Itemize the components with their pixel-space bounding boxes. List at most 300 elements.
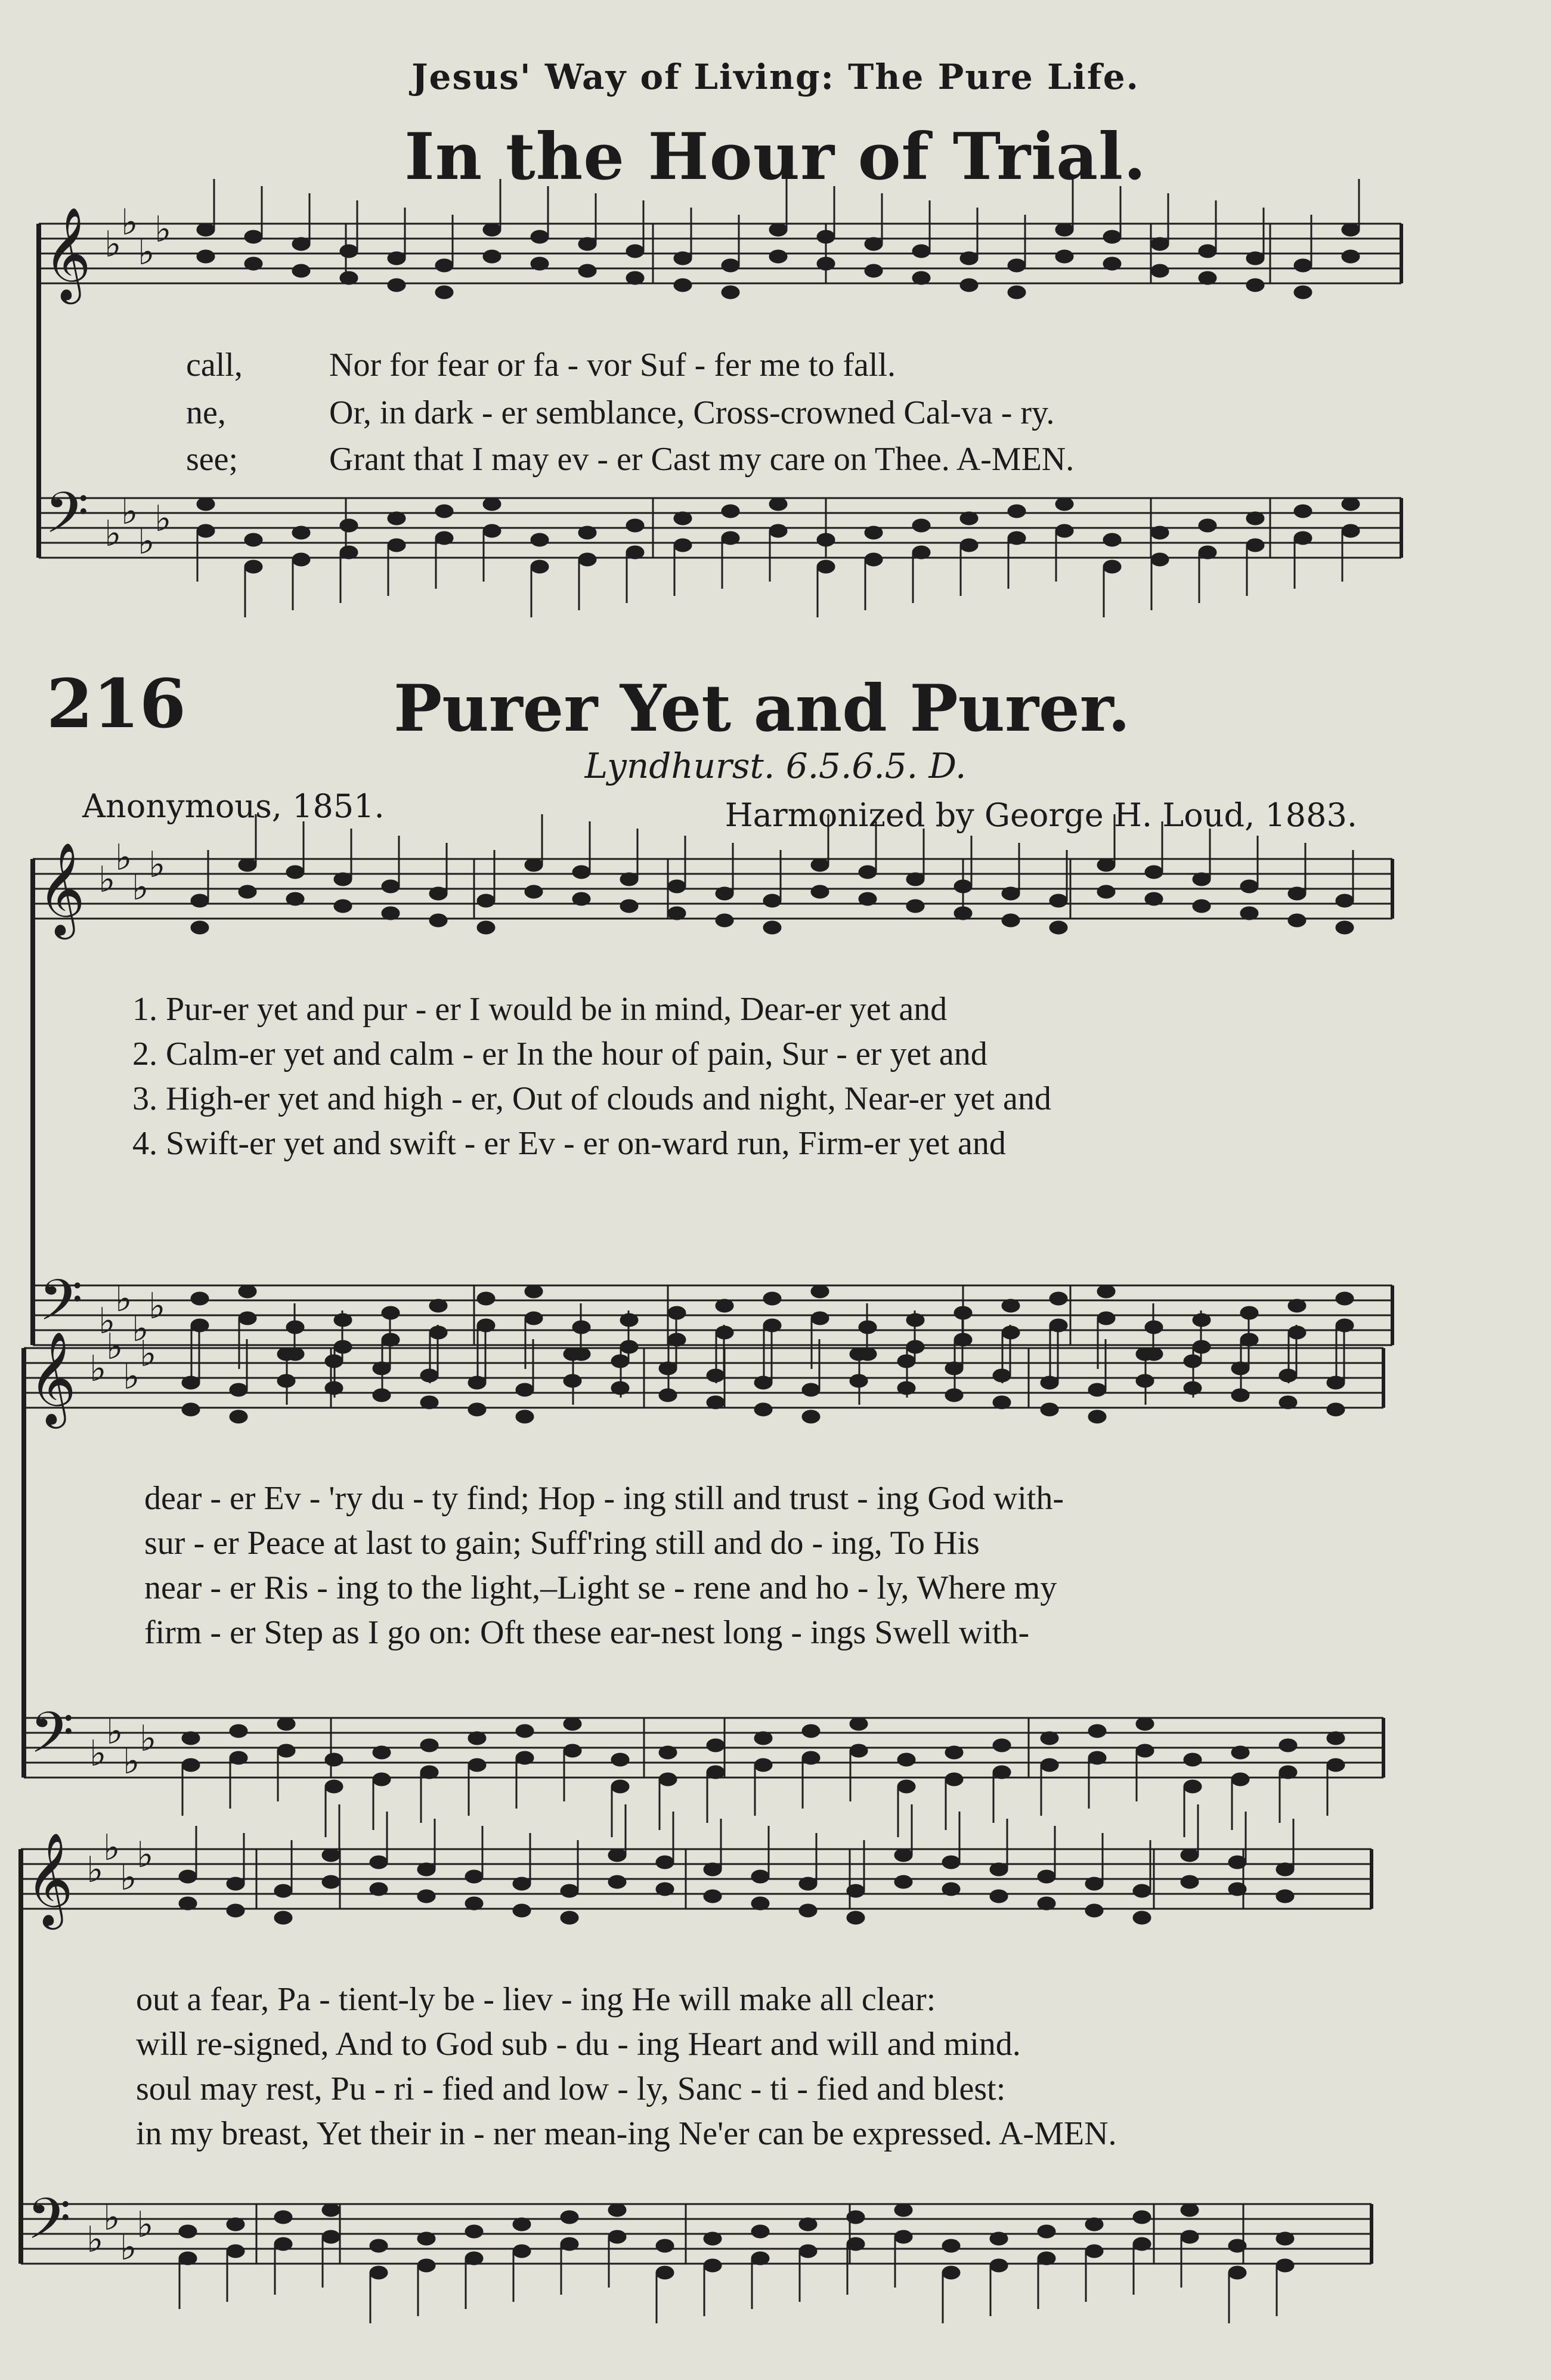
notehead — [191, 894, 209, 907]
notehead — [370, 2239, 388, 2252]
notehead — [1288, 914, 1306, 927]
notehead — [659, 1746, 677, 1759]
notehead — [859, 892, 877, 905]
notehead — [1041, 1732, 1058, 1745]
prev-lyric-1a: call, — [186, 347, 243, 384]
notehead — [477, 1292, 495, 1305]
notehead — [230, 1751, 247, 1764]
treble-clef-icon: 𝄞 — [38, 842, 85, 935]
notehead — [1276, 1863, 1294, 1876]
notehead — [513, 1877, 531, 1890]
notehead — [325, 1381, 343, 1395]
notehead — [513, 2245, 531, 2258]
prev-lyric-2a: ne, — [186, 394, 226, 431]
notehead — [1008, 505, 1026, 518]
notehead — [525, 1312, 543, 1325]
notehead — [465, 2225, 483, 2238]
flat-icon: ♭ — [98, 1300, 116, 1342]
notehead — [894, 2203, 912, 2217]
notehead — [564, 1744, 581, 1757]
lyric-l3-v2: will re-signed, And to God sub - du - ing Heart and will and mind. — [136, 2026, 1021, 2063]
notehead — [373, 1773, 391, 1786]
notehead — [763, 921, 781, 934]
notehead — [477, 1319, 495, 1332]
notehead — [564, 1347, 581, 1361]
notehead — [707, 1396, 725, 1409]
notehead — [751, 1870, 769, 1883]
notehead — [960, 512, 978, 525]
notehead — [993, 1739, 1011, 1752]
notehead — [429, 1299, 447, 1312]
notehead — [1097, 885, 1115, 898]
lyric-l3-v4: in my breast, Yet their in - ner mean-ing Ne'er can be expressed. A-MEN. — [136, 2115, 1117, 2152]
notehead — [704, 1863, 722, 1876]
notehead — [531, 230, 549, 243]
notehead — [817, 257, 835, 270]
notehead — [1038, 2225, 1055, 2238]
notehead — [1246, 539, 1264, 552]
notehead — [325, 1780, 343, 1793]
notehead — [1085, 1904, 1103, 1917]
notehead — [865, 237, 883, 251]
notehead — [763, 894, 781, 907]
notehead — [799, 2218, 817, 2231]
notehead — [763, 1319, 781, 1332]
previous-hymn-title: In the Hour of Trial. — [404, 119, 1147, 194]
notehead — [370, 1856, 388, 1869]
notehead — [1088, 1410, 1106, 1423]
notehead — [954, 1306, 972, 1319]
lyric-l3-v3: soul may rest, Pu - ri - fied and low - ly, Sanc - ti - fied and blest: — [136, 2070, 1006, 2107]
notehead — [850, 1347, 868, 1361]
notehead — [1336, 1319, 1354, 1332]
notehead — [244, 257, 262, 270]
notehead — [334, 900, 352, 913]
notehead — [1151, 264, 1169, 277]
notehead — [865, 553, 883, 566]
notehead — [325, 1753, 343, 1766]
notehead — [802, 1724, 820, 1738]
notehead — [865, 264, 883, 277]
notehead — [674, 279, 692, 292]
notehead — [277, 1347, 295, 1361]
notehead — [417, 1890, 435, 1903]
notehead — [516, 1410, 534, 1423]
notehead — [1246, 279, 1264, 292]
notehead — [1327, 1758, 1345, 1772]
notehead — [659, 1389, 677, 1402]
notehead — [1145, 892, 1163, 905]
notehead — [239, 858, 256, 871]
notehead — [1184, 1780, 1202, 1793]
notehead — [722, 286, 739, 299]
notehead — [340, 271, 358, 285]
notehead — [468, 1376, 486, 1389]
notehead — [817, 560, 835, 573]
flat-icon: ♭ — [120, 1857, 137, 1899]
notehead — [865, 526, 883, 539]
notehead — [435, 286, 453, 299]
notehead — [1136, 1744, 1154, 1757]
notehead — [1184, 1355, 1202, 1368]
notehead — [1279, 1396, 1297, 1409]
notehead — [227, 2218, 244, 2231]
notehead — [1228, 2239, 1246, 2252]
flat-icon: ♭ — [89, 1733, 107, 1775]
notehead — [322, 2203, 340, 2217]
notehead — [1231, 1362, 1249, 1375]
notehead — [659, 1362, 677, 1375]
notehead — [483, 223, 501, 236]
notehead — [286, 866, 304, 879]
notehead — [1294, 505, 1312, 518]
notehead — [1008, 286, 1026, 299]
notehead — [292, 526, 310, 539]
lyric-l2-v1: dear - er Ev - 'ry du - ty find; Hop - ing still and trust - ing God with- — [144, 1480, 1064, 1517]
flat-icon: ♭ — [106, 1326, 123, 1368]
notehead — [802, 1751, 820, 1764]
notehead — [1193, 900, 1211, 913]
notehead — [608, 2230, 626, 2243]
notehead — [191, 1319, 209, 1332]
notehead — [435, 505, 453, 518]
notehead — [811, 858, 829, 871]
notehead — [373, 1362, 391, 1375]
notehead — [897, 1780, 915, 1793]
notehead — [1050, 921, 1067, 934]
flat-icon: ♭ — [115, 1278, 132, 1320]
notehead — [751, 1897, 769, 1910]
notehead — [197, 497, 215, 511]
notehead — [516, 1751, 534, 1764]
notehead — [483, 524, 501, 537]
notehead — [1327, 1403, 1345, 1416]
notehead — [704, 2259, 722, 2272]
notehead — [1181, 1849, 1199, 1862]
treble-clef-icon: 𝄞 — [29, 1331, 76, 1424]
notehead — [707, 1739, 725, 1752]
bass-clef-icon: 𝄢 — [27, 2186, 71, 2266]
notehead — [626, 271, 644, 285]
notehead — [1002, 914, 1020, 927]
notehead — [990, 2259, 1008, 2272]
notehead — [322, 2230, 340, 2243]
flat-icon: ♭ — [106, 1711, 123, 1752]
notehead — [1097, 1285, 1115, 1298]
notehead — [754, 1403, 772, 1416]
lyric-l2-v3: near - er Ris - ing to the light,–Light se - rene and ho - ly, Where my — [144, 1569, 1057, 1606]
notehead — [960, 539, 978, 552]
notehead — [531, 257, 549, 270]
notehead — [847, 2237, 865, 2251]
flat-icon: ♭ — [148, 844, 166, 886]
notehead — [811, 885, 829, 898]
notehead — [626, 546, 644, 559]
notehead — [239, 1285, 256, 1298]
flat-icon: ♭ — [137, 1834, 154, 1876]
notehead — [572, 866, 590, 879]
flat-icon: ♭ — [132, 867, 149, 908]
prev-lyric-3a: see; — [186, 441, 239, 478]
notehead — [561, 1884, 578, 1897]
flat-icon: ♭ — [137, 2204, 154, 2246]
notehead — [1055, 497, 1073, 511]
notehead — [1240, 907, 1258, 920]
notehead — [1240, 880, 1258, 893]
notehead — [1055, 524, 1073, 537]
notehead — [659, 1773, 677, 1786]
notehead — [611, 1780, 629, 1793]
notehead — [525, 1285, 543, 1298]
notehead — [656, 1883, 674, 1896]
notehead — [1041, 1758, 1058, 1772]
notehead — [1181, 2230, 1199, 2243]
notehead — [769, 497, 787, 511]
notehead — [763, 1292, 781, 1305]
notehead — [1342, 497, 1360, 511]
notehead — [942, 1883, 960, 1896]
notehead — [611, 1355, 629, 1368]
notehead — [1246, 252, 1264, 265]
notehead — [960, 279, 978, 292]
notehead — [325, 1355, 343, 1368]
notehead — [191, 921, 209, 934]
notehead — [197, 223, 215, 236]
notehead — [382, 907, 400, 920]
notehead — [516, 1383, 534, 1396]
notehead — [993, 1766, 1011, 1779]
notehead — [1085, 2245, 1103, 2258]
notehead — [227, 1877, 244, 1890]
notehead — [373, 1389, 391, 1402]
notehead — [322, 1875, 340, 1888]
hymn-title: Purer Yet and Purer. — [394, 671, 1131, 746]
notehead — [227, 1904, 244, 1917]
notehead — [572, 892, 590, 905]
notehead — [468, 1403, 486, 1416]
flat-icon: ♭ — [140, 1333, 157, 1375]
notehead — [1136, 1347, 1154, 1361]
notehead — [754, 1732, 772, 1745]
notehead — [1228, 1856, 1246, 1869]
notehead — [912, 519, 930, 532]
flat-icon: ♭ — [89, 1348, 107, 1390]
notehead — [1193, 873, 1211, 886]
flat-icon: ♭ — [86, 2219, 104, 2261]
notehead — [716, 887, 733, 900]
lyric-l1-v1: 1. Pur-er yet and pur - er I would be in mind, Dear-er yet and — [132, 991, 948, 1028]
notehead — [1050, 1292, 1067, 1305]
flat-icon: ♭ — [123, 1356, 140, 1398]
notehead — [1038, 2252, 1055, 2265]
notehead — [277, 1374, 295, 1387]
notehead — [1038, 1897, 1055, 1910]
notehead — [513, 1904, 531, 1917]
notehead — [704, 2232, 722, 2245]
flat-icon: ♭ — [121, 491, 138, 533]
prev-lyric-3b: Grant that I may ev - er Cast my care on Thee. A-MEN. — [329, 441, 1075, 478]
notehead — [420, 1369, 438, 1382]
lyric-l2-v2: sur - er Peace at last to gain; Suff'ring still and do - ing, To His — [144, 1525, 980, 1562]
notehead — [897, 1355, 915, 1368]
notehead — [942, 2266, 960, 2279]
notehead — [722, 259, 739, 272]
flat-icon: ♭ — [104, 224, 122, 265]
notehead — [531, 560, 549, 573]
notehead — [191, 1292, 209, 1305]
notehead — [1055, 223, 1073, 236]
notehead — [945, 1746, 963, 1759]
notehead — [897, 1753, 915, 1766]
notehead — [179, 1897, 197, 1910]
notehead — [1008, 259, 1026, 272]
notehead — [1294, 531, 1312, 545]
notehead — [179, 2225, 197, 2238]
notehead — [435, 259, 453, 272]
notehead — [1136, 1374, 1154, 1387]
notehead — [1085, 2218, 1103, 2231]
notehead — [1008, 531, 1026, 545]
notehead — [668, 880, 686, 893]
notehead — [465, 2252, 483, 2265]
notehead — [1276, 1890, 1294, 1903]
notehead — [274, 2237, 292, 2251]
notehead — [274, 1884, 292, 1897]
notehead — [1133, 2237, 1151, 2251]
flat-icon: ♭ — [115, 837, 132, 879]
notehead — [578, 553, 596, 566]
notehead — [611, 1753, 629, 1766]
notehead — [993, 1396, 1011, 1409]
notehead — [429, 887, 447, 900]
notehead — [420, 1766, 438, 1779]
notehead — [370, 1883, 388, 1896]
notehead — [912, 546, 930, 559]
notehead — [516, 1724, 534, 1738]
flat-icon: ♭ — [138, 231, 155, 273]
notehead — [1342, 250, 1360, 263]
notehead — [477, 921, 495, 934]
notehead — [388, 279, 405, 292]
notehead — [716, 914, 733, 927]
notehead — [561, 2237, 578, 2251]
notehead — [847, 1911, 865, 1924]
notehead — [417, 2259, 435, 2272]
flat-icon: ♭ — [154, 209, 172, 251]
notehead — [1184, 1381, 1202, 1395]
notehead — [340, 519, 358, 532]
notehead — [990, 2232, 1008, 2245]
notehead — [1231, 1389, 1249, 1402]
notehead — [1246, 512, 1264, 525]
notehead — [1279, 1369, 1297, 1382]
prev-lyric-1b: Nor for fear or fa - vor Suf - fer me to fall. — [329, 347, 896, 384]
notehead — [292, 264, 310, 277]
notehead — [388, 539, 405, 552]
notehead — [960, 252, 978, 265]
notehead — [817, 533, 835, 546]
prev-lyric-2b: Or, in dark - er semblance, Cross-crowned Cal-va - ry. — [329, 394, 1055, 431]
notehead — [894, 1849, 912, 1862]
notehead — [322, 1849, 340, 1862]
bass-clef-icon: 𝄢 — [39, 1268, 83, 1347]
notehead — [1181, 1875, 1199, 1888]
notehead — [1336, 1292, 1354, 1305]
notehead — [292, 237, 310, 251]
notehead — [340, 546, 358, 559]
notehead — [1041, 1376, 1058, 1389]
notehead — [754, 1758, 772, 1772]
flat-icon: ♭ — [86, 1849, 104, 1891]
notehead — [674, 512, 692, 525]
notehead — [564, 1374, 581, 1387]
notehead — [611, 1381, 629, 1395]
notehead — [1133, 1884, 1151, 1897]
notehead — [799, 1904, 817, 1917]
notehead — [769, 223, 787, 236]
flat-icon: ♭ — [132, 1308, 149, 1350]
notehead — [1294, 259, 1312, 272]
notehead — [1002, 1299, 1020, 1312]
notehead — [468, 1732, 486, 1745]
notehead — [1199, 271, 1216, 285]
notehead — [722, 505, 739, 518]
notehead — [799, 1877, 817, 1890]
notehead — [769, 250, 787, 263]
notehead — [1136, 1717, 1154, 1730]
notehead — [990, 1863, 1008, 1876]
notehead — [1199, 546, 1216, 559]
notehead — [811, 1285, 829, 1298]
notehead — [1199, 245, 1216, 258]
notehead — [942, 1856, 960, 1869]
notehead — [1103, 560, 1121, 573]
notehead — [435, 531, 453, 545]
lyric-l3-v1: out a fear, Pa - tient-ly be - liev - ing He will make all clear: — [136, 1981, 936, 2018]
hymn-number: 216 — [47, 665, 186, 743]
notehead — [561, 1911, 578, 1924]
notehead — [1327, 1732, 1345, 1745]
notehead — [274, 1911, 292, 1924]
notehead — [382, 880, 400, 893]
notehead — [1184, 1753, 1202, 1766]
notehead — [668, 907, 686, 920]
notehead — [477, 894, 495, 907]
notehead — [912, 245, 930, 258]
tune-name: Lyndhurst. 6.5.6.5. D. — [584, 746, 967, 786]
notehead — [1288, 887, 1306, 900]
lyric-l1-v4: 4. Swift-er yet and swift - er Ev - er on-ward run, Firm-er yet and — [132, 1125, 1006, 1162]
notehead — [239, 885, 256, 898]
treble-clef-icon: 𝄞 — [44, 206, 91, 300]
notehead — [1342, 524, 1360, 537]
notehead — [608, 1875, 626, 1888]
notehead — [906, 900, 924, 913]
notehead — [1103, 230, 1121, 243]
flat-icon: ♭ — [104, 513, 122, 555]
notehead — [292, 553, 310, 566]
notehead — [230, 1724, 247, 1738]
flat-icon: ♭ — [120, 2227, 137, 2268]
notehead — [674, 252, 692, 265]
author-credit: Anonymous, 1851. — [82, 787, 385, 825]
notehead — [525, 858, 543, 871]
notehead — [704, 1890, 722, 1903]
lyric-l1-v3: 3. High-er yet and high - er, Out of clouds and night, Near-er yet and — [132, 1080, 1051, 1117]
notehead — [417, 1863, 435, 1876]
flat-icon: ♭ — [98, 859, 116, 901]
notehead — [1279, 1766, 1297, 1779]
